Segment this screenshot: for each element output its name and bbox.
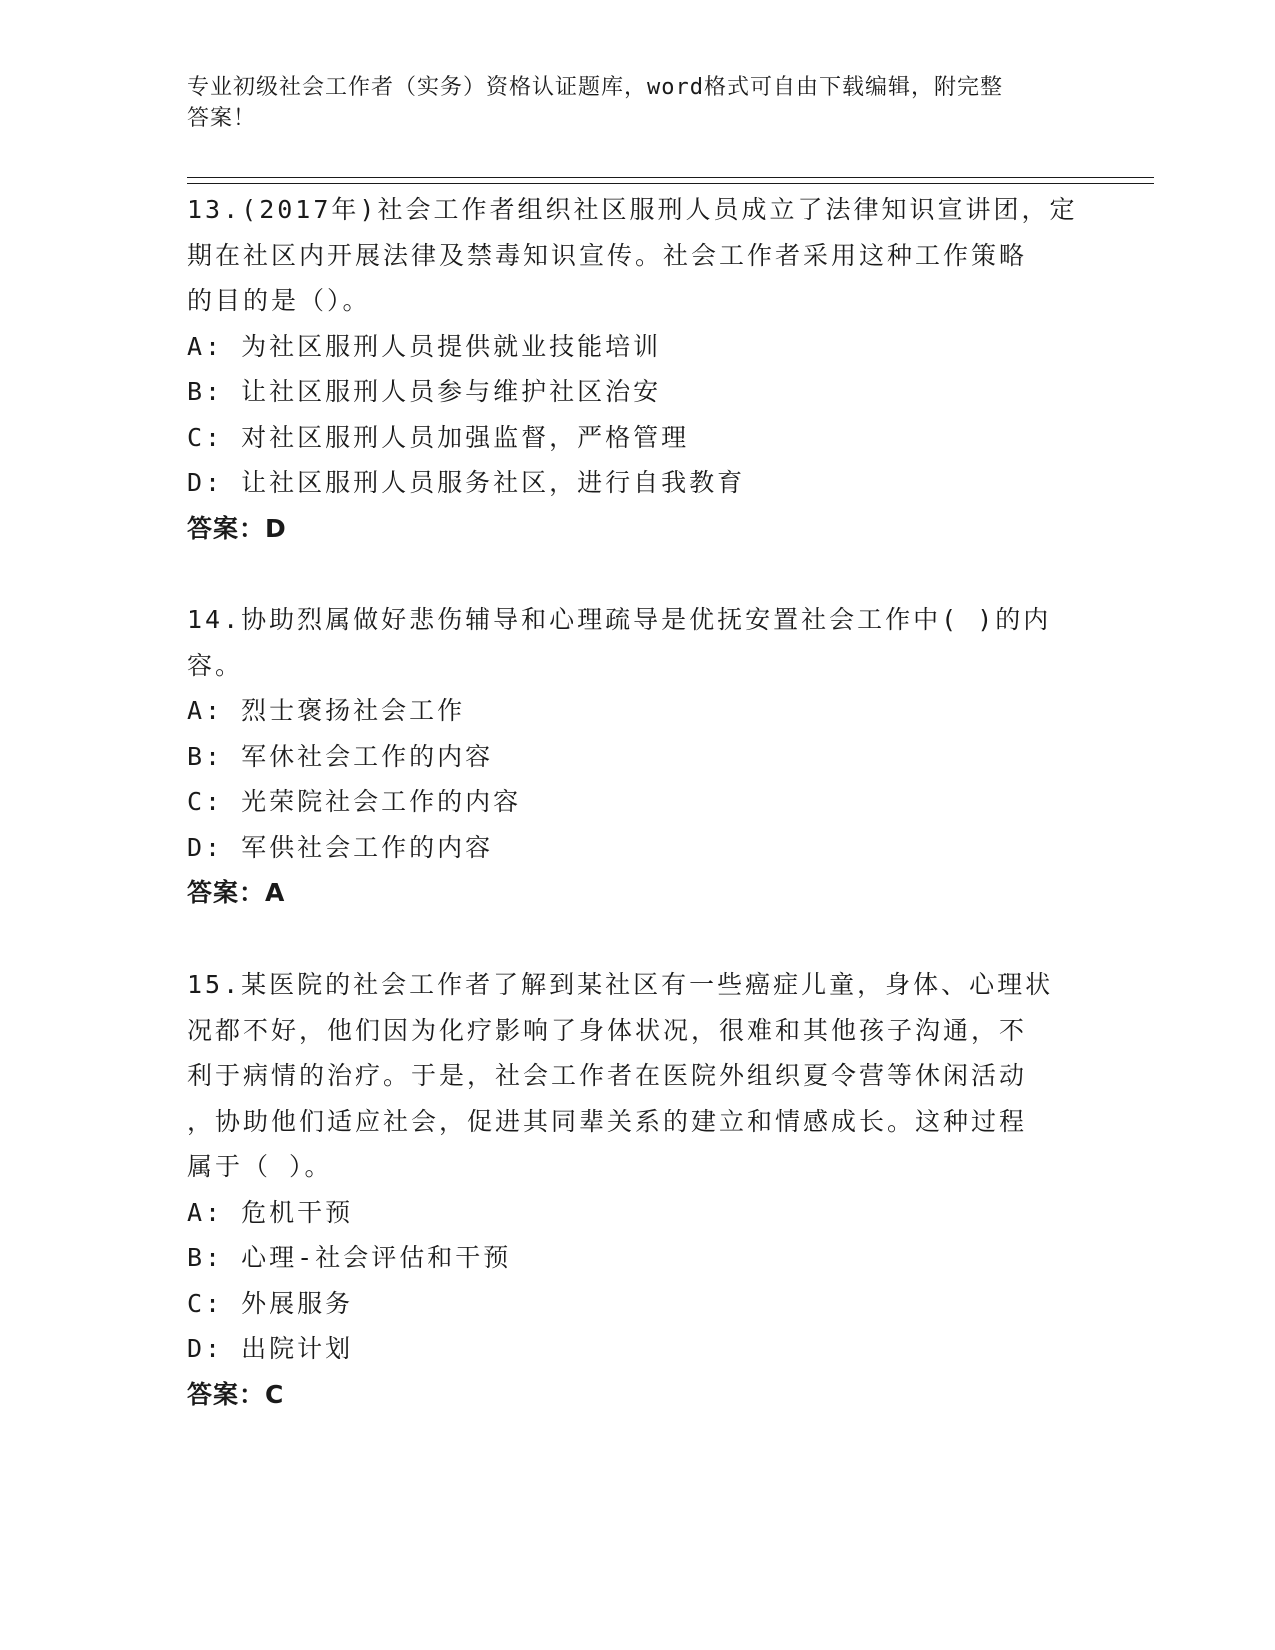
stem-line: 况都不好，他们因为化疗影响了身体状况，很难和其他孩子沟通，不	[187, 1015, 1028, 1045]
option-a: A: 烈士褒扬社会工作	[187, 696, 466, 725]
option-d: D: 军供社会工作的内容	[187, 832, 494, 862]
option-b: B: 军休社会工作的内容	[187, 741, 494, 771]
option-c: C: 对社区服刑人员加强监督，严格管理	[187, 422, 690, 452]
option-c: C: 光荣院社会工作的内容	[187, 787, 522, 816]
option-b: B: 心理-社会评估和干预	[187, 1243, 512, 1272]
header-divider-top	[187, 177, 1154, 178]
stem-line: 的目的是（）。	[187, 286, 371, 315]
stem-line: ，协助他们适应社会，促进其同辈关系的建立和情感成长。这种过程	[187, 1106, 1028, 1136]
header-divider-bottom	[187, 183, 1154, 184]
stem-line: 利于病情的治疗。于是，社会工作者在医院外组织夏令营等休闲活动	[187, 1061, 1028, 1090]
answer-label: 答案：D	[187, 513, 287, 543]
question-13	[187, 187, 1087, 551]
question-stem	[187, 597, 1087, 688]
option-c: C: 外展服务	[187, 1288, 354, 1318]
stem-line: 期在社区内开展法律及禁毒知识宣传。社会工作者采用这种工作策略	[187, 240, 1028, 270]
header-line-1: 专业初级社会工作者（实务）资格认证题库，word格式可自由下载编辑，附完整	[187, 75, 1003, 100]
question-14	[187, 597, 1087, 916]
answer-label: 答案：A	[187, 878, 286, 907]
document-header	[187, 72, 1067, 134]
option-b: B: 让社区服刑人员参与维护社区治安	[187, 377, 662, 406]
header-line-2: 答案！	[187, 106, 257, 131]
answer-label: 答案：C	[187, 1379, 285, 1409]
stem-line: 13.(2017年)社会工作者组织社区服刑人员成立了法律知识宣讲团，定	[187, 195, 1078, 224]
stem-line: 容。	[187, 650, 244, 680]
question-stem	[187, 962, 1087, 1190]
option-d: D: 出院计划	[187, 1334, 354, 1363]
option-a: A: 危机干预	[187, 1197, 354, 1227]
question-15	[187, 962, 1087, 1417]
question-stem	[187, 187, 1087, 324]
option-d: D: 让社区服刑人员服务社区，进行自我教育	[187, 468, 746, 497]
stem-line: 属于（ ）。	[187, 1152, 333, 1181]
option-a: A: 为社区服刑人员提供就业技能培训	[187, 331, 662, 361]
stem-line: 14.协助烈属做好悲伤辅导和心理疏导是优抚安置社会工作中( )的内	[187, 605, 1052, 634]
stem-line: 15.某医院的社会工作者了解到某社区有一些癌症儿童，身体、心理状	[187, 970, 1054, 999]
